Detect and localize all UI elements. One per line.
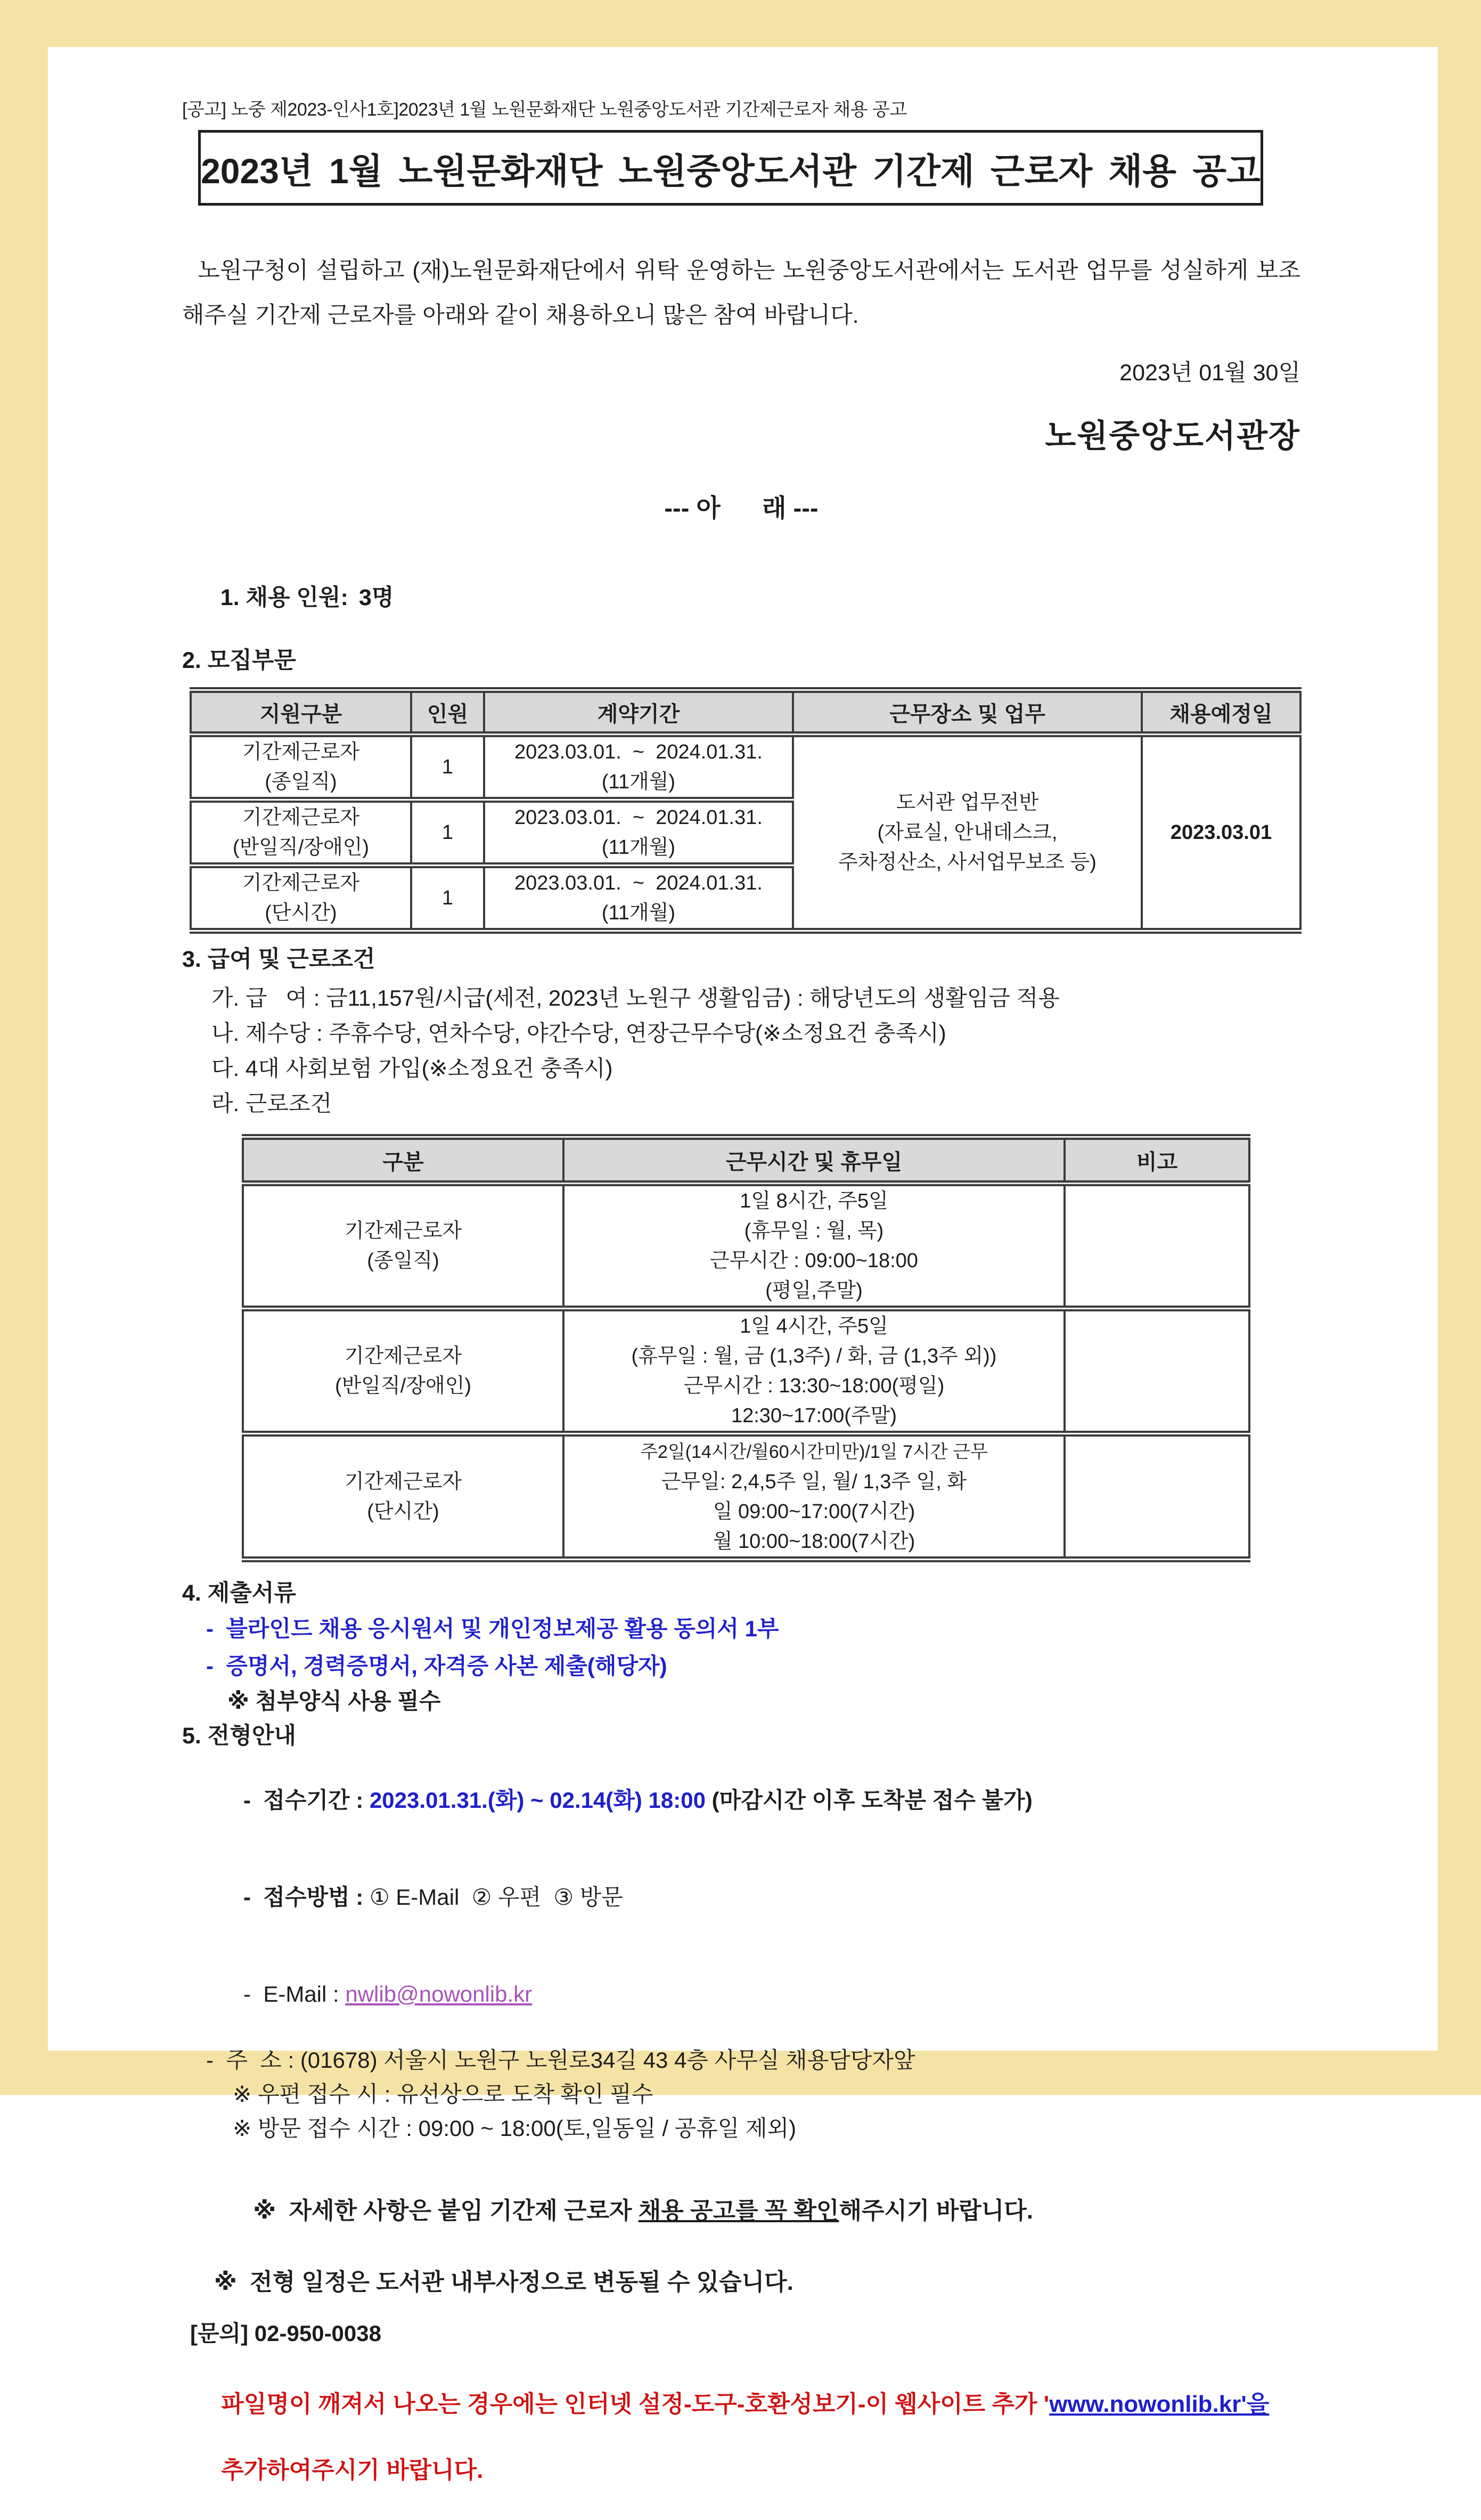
cell-hiredate: 2023.03.01 <box>1142 735 1300 931</box>
method-label: - 접수방법 : <box>243 1885 370 1910</box>
document <box>48 47 1438 2483</box>
recruitment-table-header-row <box>191 690 1300 735</box>
cell-count: 1 <box>411 866 484 931</box>
table-row <box>243 1184 1249 1309</box>
header-cell-workplace: 근무장소 및 업무 <box>793 690 1142 735</box>
cell-category: 기간제근로자 (종일직) <box>191 735 411 800</box>
section2-heading: 2. 모집부문 <box>182 648 296 673</box>
cell-category: 기간제근로자 (반일직/장애인) <box>191 800 411 866</box>
header-cell-schedule: 근무시간 및 휴무일 <box>563 1137 1065 1184</box>
section4-item-certificates: - 증명서, 경력증명서, 자격증 사본 제출(해당자) <box>206 1653 667 1678</box>
section5-visit-note: ※ 방문 접수 시간 : 09:00 ~ 18:00(토,일동일 / 공휴일 제외) <box>233 2116 797 2141</box>
section3-item-pay: 가. 급 여 : 금11,157원/시급(세전, 2023년 노원구 생활임금) : 해당년도의 생활임금 적용 <box>211 985 1060 1010</box>
section5-method-line <box>206 1851 1300 1944</box>
cell-schedule: 주2일(14시간/월60시간미만)/1일 7시간 근무 근무일: 2,4,5주 일, 월/ 1,3주 일, 화 일 09:00~17:00(7시간) 월 10:00~18:00(7시간) <box>563 1434 1065 1560</box>
section3-item-conditions: 라. 근로조건 <box>211 1091 332 1116</box>
cell-period: 2023.03.01. ~ 2024.01.31. (11개월) <box>484 866 793 931</box>
period-label: - 접수기간 : <box>243 1788 370 1813</box>
cell-category: 기간제근로자 (단시간) <box>191 866 411 931</box>
email-label: - E-Mail : <box>243 1981 346 2007</box>
cell-schedule: 1일 8시간, 주5일 (휴무일 : 월, 목) 근무시간 : 09:00~18:00 (평일,주말) <box>563 1184 1065 1309</box>
conditions-table-header-row <box>243 1137 1249 1184</box>
section1-value: 3명 <box>358 585 394 610</box>
section4-item-application: - 블라인드 채용 응시원서 및 개인정보제공 활용 동의서 1부 <box>206 1616 779 1641</box>
intro-paragraph: 노원구청이 설립하고 (재)노원문화재단에서 위탁 운영하는 노원중앙도서관에서는 도서관 업무를 성실하게 보조해주실 기간제 근로자를 아래와 같이 채용하오니 많은 참여 바랍니다. <box>182 258 1300 328</box>
cell-note <box>1065 1434 1249 1560</box>
recruitment-table <box>190 687 1302 934</box>
header-cell-period: 계약기간 <box>484 690 793 735</box>
section1-heading <box>182 556 1300 639</box>
table-row <box>243 1309 1249 1434</box>
section5-period-line <box>206 1754 1300 1847</box>
section5-heading: 5. 전형안내 <box>182 1723 296 1749</box>
cell-type: 기간제근로자 (반일직/장애인) <box>243 1309 563 1434</box>
section3-item-allowance: 나. 제수당 : 주휴수당, 연차수당, 야간수당, 연장근무수당(※소정요건 충족시) <box>211 1021 946 1046</box>
cell-note <box>1065 1309 1249 1434</box>
cell-note <box>1065 1184 1249 1309</box>
cell-schedule: 1일 4시간, 주5일 (휴무일 : 월, 금 (1,3주) / 화, 금 (1,3주 외)) 근무시간 : 13:30~18:00(평일) 12:30~17:00(주말) <box>563 1309 1065 1434</box>
cell-type: 기간제근로자 (단시간) <box>243 1434 563 1560</box>
section4-note-form: ※ 첨부양식 사용 필수 <box>227 1689 441 1714</box>
cell-type: 기간제근로자 (종일직) <box>243 1184 563 1309</box>
table-row <box>191 735 1300 800</box>
method-value: ① E-Mail ② 우편 ③ 방문 <box>369 1885 623 1910</box>
cell-count: 1 <box>411 735 484 800</box>
header-cell-category: 지원구분 <box>191 690 411 735</box>
footer-red-notice: 파일명이 깨져서 나오는 경우에는 인터넷 설정-도구-호환성보기-이 웹사이트 추가 'www.nowonlib.kr'을 추가하여주시기 바랍니다. <box>221 2391 1270 2483</box>
section4-heading: 4. 제출서류 <box>182 1580 296 1606</box>
announcement-date: 2023년 01월 30일 <box>1119 360 1300 386</box>
header-cell-hiredate: 채용예정일 <box>1142 690 1300 735</box>
header-cell-type: 구분 <box>243 1137 563 1184</box>
section5-email-line <box>206 1948 1300 2041</box>
cell-period: 2023.03.01. ~ 2024.01.31. (11개월) <box>484 800 793 866</box>
email-link[interactable]: nwlib@nowonlib.kr <box>345 1981 533 2007</box>
signature-library-director: 노원중앙도서관장 <box>1045 418 1300 454</box>
footer-notice-schedule: ※ 전형 일정은 도서관 내부사정으로 변동될 수 있습니다. <box>214 2269 793 2295</box>
work-conditions-table <box>242 1134 1250 1562</box>
title-box <box>198 130 1263 206</box>
page-title: 2023년 1월 노원문화재단 노원중앙도서관 기간제 근로자 채용 공고 <box>201 151 1261 191</box>
header-cell-count: 인원 <box>411 690 484 735</box>
section1-label: 1. 채용 인원: <box>220 585 348 610</box>
period-value: 2023.01.31.(화) ~ 02.14(화) 18:00 <box>369 1788 706 1813</box>
website-link[interactable]: www.nowonlib.kr <box>1049 2391 1241 2417</box>
section5-address-line: - 주 소 : (01678) 서울시 노원구 노원로34길 43 4층 사무실 채용담당자앞 <box>206 2048 915 2073</box>
contact-phone: [문의] 02-950-0038 <box>190 2321 381 2346</box>
underlined-text: 채용 공고를 꼭 확인 <box>638 2198 839 2224</box>
cell-period: 2023.03.01. ~ 2024.01.31. (11개월) <box>484 735 793 800</box>
below-divider: --- 아 래 --- <box>664 494 819 522</box>
section3-item-insurance: 다. 4대 사회보험 가입(※소정요건 충족시) <box>211 1056 613 1081</box>
section5-mail-note: ※ 우편 접수 시 : 유선상으로 도착 확인 필수 <box>233 2082 653 2107</box>
document-reference-line: [공고] 노중 제2023-인사1호]2023년 1월 노원문화재단 노원중앙도서관 기간제근로자 채용 공고 <box>182 100 907 120</box>
section3-heading: 3. 급여 및 근로조건 <box>182 947 375 972</box>
website-link-suffix[interactable]: '을 <box>1241 2391 1270 2417</box>
footer-notice-detail: ※ 자세한 사항은 붙임 기간제 근로자 채용 공고를 꼭 확인해주시기 바랍니다. <box>253 2198 1033 2224</box>
table-row <box>243 1434 1249 1560</box>
period-suffix: (마감시간 이후 도착분 접수 불가) <box>705 1788 1033 1813</box>
cell-count: 1 <box>411 800 484 866</box>
header-cell-note: 비고 <box>1065 1137 1249 1184</box>
cell-workplace: 도서관 업무전반 (자료실, 안내데스크, 주차정산소, 사서업무보조 등) <box>793 735 1142 931</box>
